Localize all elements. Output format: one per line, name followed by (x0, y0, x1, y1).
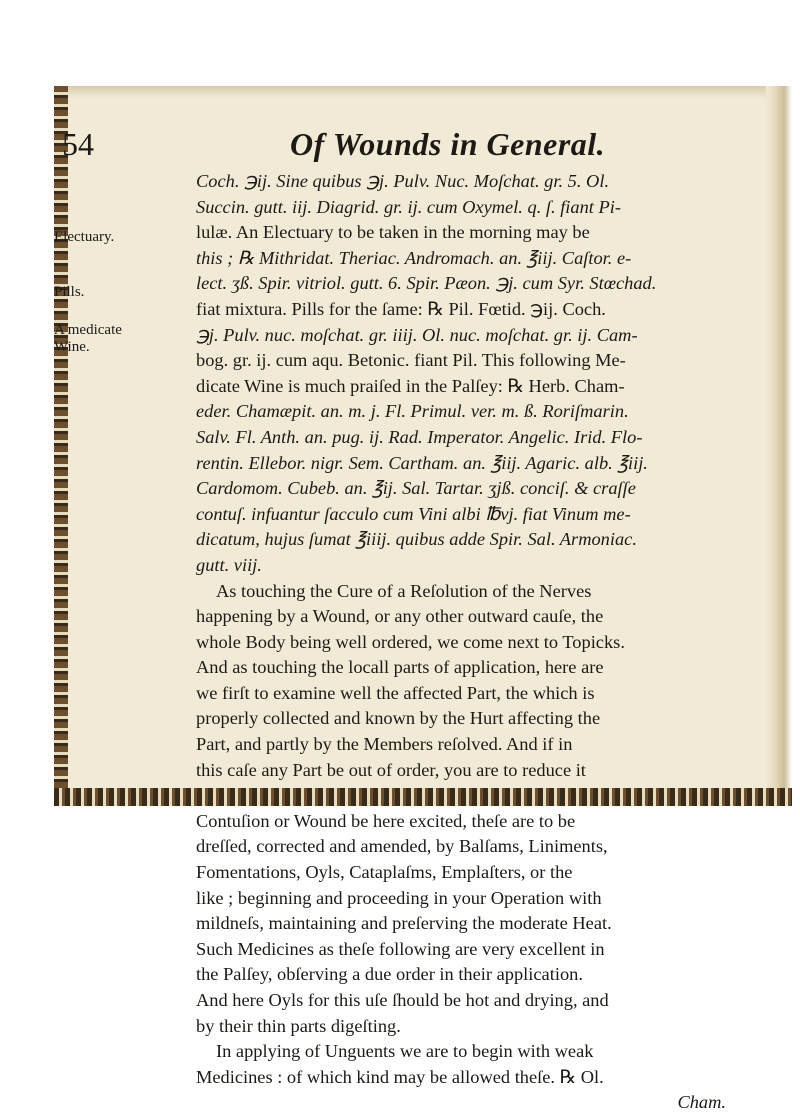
text-line: we firſt to examine well the affected Part, the which is (196, 682, 595, 703)
catchword: Cham. (677, 1092, 726, 1113)
text-line: dreſſed, corrected and amended, by Balſams, Liniments, (196, 836, 608, 857)
running-head: Of Wounds in General. (290, 126, 606, 162)
text-line: whole Body being well ordered, we come next to Topicks. (196, 631, 625, 652)
text-line: Succin. gutt. iij. Diagrid. gr. ij. cum Oxymel. q. ſ. fiant Pi- (196, 196, 621, 217)
text-line: dicatum, hujus ſumat ℥iiij. quibus adde Spir. Sal. Armoniac. (196, 529, 637, 550)
page-bottom-edge (54, 788, 792, 806)
text-line: like ; beginning and proceeding in your Operation with (196, 887, 602, 908)
text-line: In applying of Unguents we are to begin with weak (216, 1041, 594, 1062)
text-line: rentin. Ellebor. nigr. Sem. Cartham. an. ℥iij. Agaric. alb. ℥iij. (196, 452, 648, 473)
body-text (196, 169, 776, 1116)
text-line: lulæ. An Electuary to be taken in the morning may be (196, 222, 590, 243)
text-line: this ; ℞ Mithridat. Theriac. Andromach. an. ℥iij. Caſtor. e- (196, 247, 632, 268)
text-line: Fomentations, Oyls, Cataplaſms, Emplaſters, or the (196, 862, 573, 883)
text-line: the Palſey, obſerving a due order in their application. (196, 964, 583, 985)
page-top-shadow (54, 86, 792, 98)
text-line: properly collected and known by the Hurt affecting the (196, 708, 601, 729)
text-line: mildneſs, maintaining and preſerving the moderate Heat. (196, 913, 612, 934)
text-line: As touching the Cure of a Reſolution of the Nerves (216, 580, 592, 601)
text-line: gutt. viij. (196, 554, 262, 575)
text-line: Medicines : of which kind may be allowed theſe. ℞ Ol. (196, 1066, 604, 1087)
text-line: bog. gr. ij. cum aqu. Betonic. fiant Pil. This following Me- (196, 350, 626, 371)
page-number: 54 (62, 126, 94, 162)
text-line: eder. Chamæpit. an. m. j. Fl. Primul. ver. m. ß. Roriſmarin. (196, 401, 629, 422)
text-line: fiat mixtura. Pills for the ſame: ℞ Pil. Fœtid. ℈ij. Coch. (196, 298, 606, 319)
text-line: And as touching the locall parts of application, here are (196, 657, 604, 678)
margin-note-pills: Pills. (54, 284, 85, 300)
text-line: contuſ. infuantur ſacculo cum Vini albi ℔vj. fiat Vinum me- (196, 503, 631, 524)
text-line: Salv. Fl. Anth. an. pug. ij. Rad. Imperator. Angelic. Irid. Flo- (196, 426, 643, 447)
page-header (54, 126, 792, 166)
text-line: this caſe any Part be out of order, you are to reduce it (196, 759, 586, 780)
text-line: ℈j. Pulv. nuc. moſchat. gr. iiij. Ol. nuc. moſchat. gr. ij. Cam- (196, 324, 638, 345)
text-line: Part, and partly by the Members reſolved. And if in (196, 734, 573, 755)
text-line: Cardomom. Cubeb. an. ℥ij. Sal. Tartar. ʒjß. conciſ. & craſſe (196, 478, 636, 499)
book-spine-edge (54, 86, 68, 806)
text-line: Coch. ℈ij. Sine quibus ℈j. Pulv. Nuc. Moſchat. gr. 5. Ol. (196, 171, 610, 191)
margin-note-electuary: Electuary. (54, 229, 115, 245)
text-line: by their thin parts digeſting. (196, 1015, 401, 1036)
text-line: happening by a Wound, or any other outward cauſe, the (196, 606, 604, 627)
text-line: Contuſion or Wound be here excited, theſe are to be (196, 810, 576, 831)
text-line: lect. ʒß. Spir. vitriol. gutt. 6. Spir. Pæon. ℈j. cum Syr. Stœchad. (196, 273, 657, 294)
text-line: Such Medicines as theſe following are very excellent in (196, 938, 605, 959)
text-line: dicate Wine is much praiſed in the Palſey: ℞ Herb. Cham- (196, 375, 625, 396)
margin-note-medicate-wine: A medicate Wine. (54, 322, 122, 355)
text-line: And here Oyls for this uſe ſhould be hot and drying, and (196, 990, 609, 1010)
book-page (54, 86, 792, 1113)
